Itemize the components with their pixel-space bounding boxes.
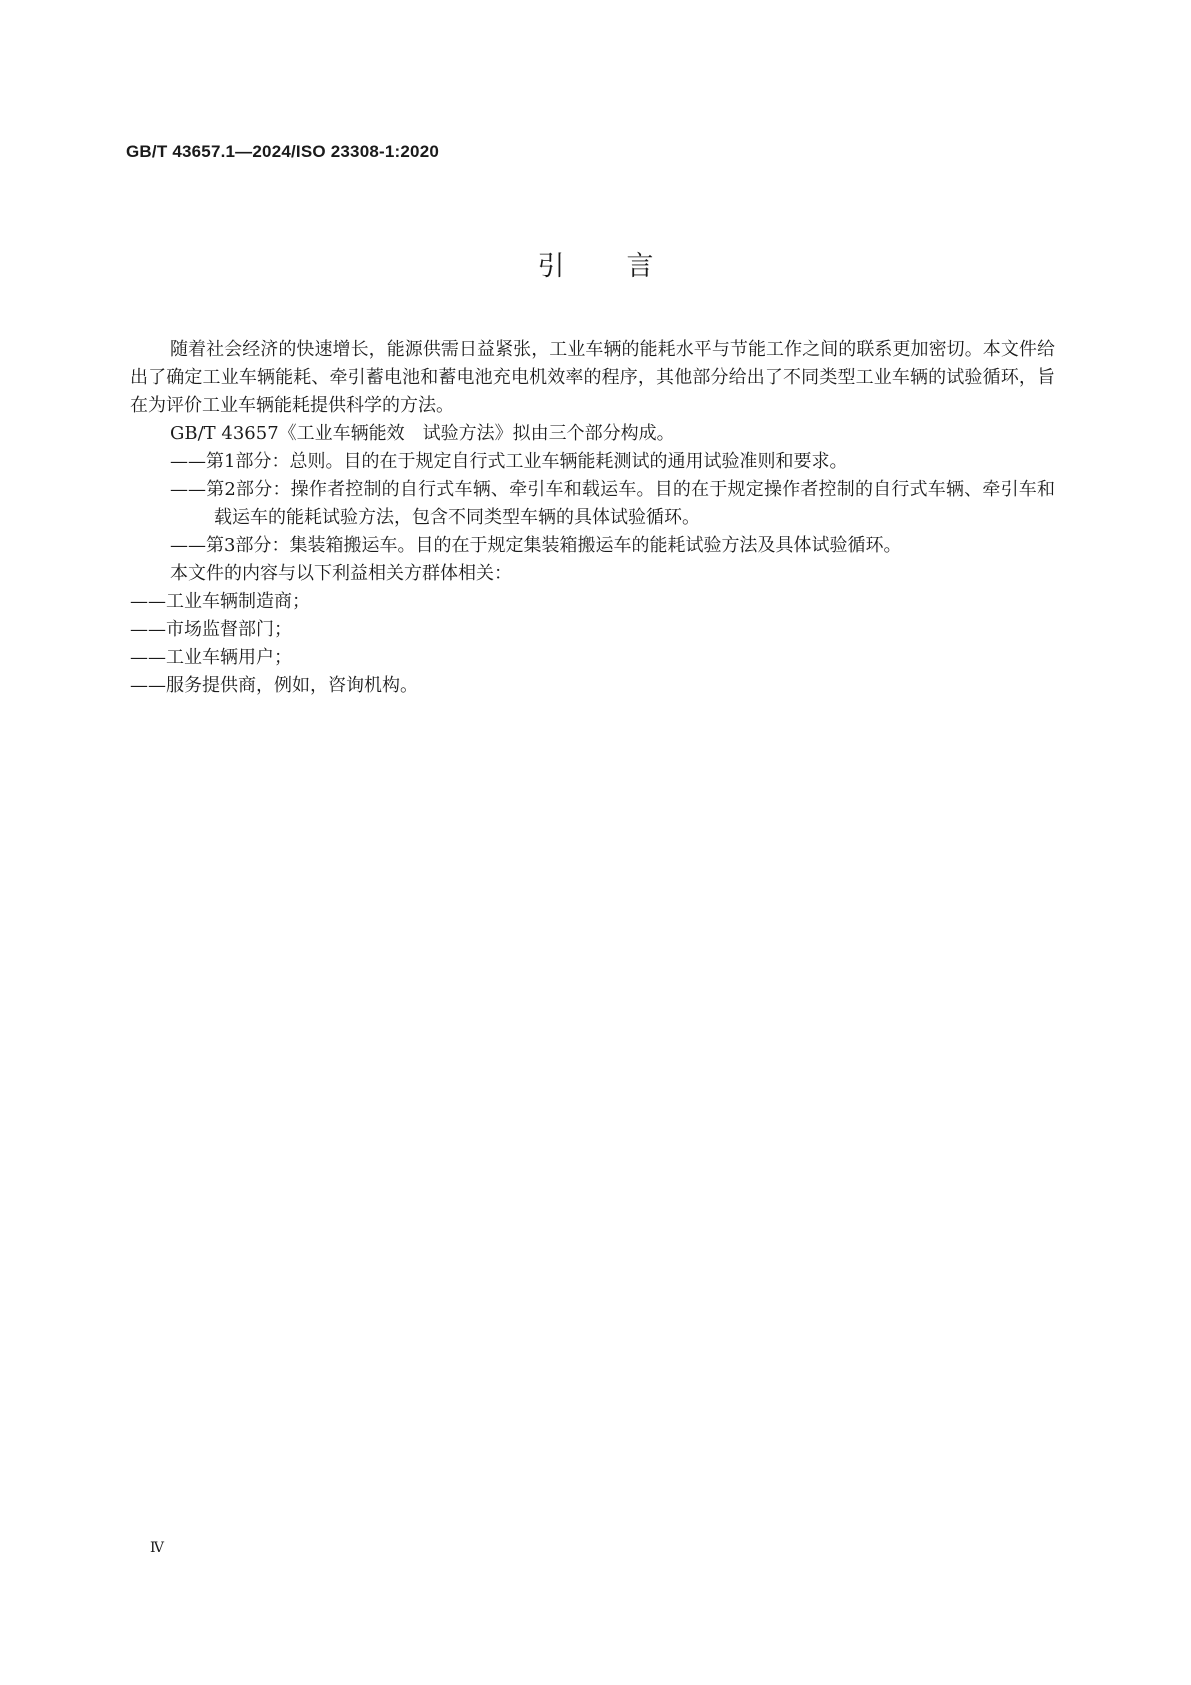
part-item: ——第3部分：集装箱搬运车。目的在于规定集装箱搬运车的能耗试验方法及具体试验循环。: [170, 535, 902, 556]
stakeholder-item: ——市场监督部门；: [130, 619, 292, 640]
stakeholders-intro: 本文件的内容与以下利益相关方群体相关：: [170, 563, 512, 584]
intro-paragraph: 随着社会经济的快速增长，能源供需日益紧张，工业车辆的能耗水平与节能工作之间的联系更加密切。本文件给出了确定工业车辆能耗、牵引蓄电池和蓄电池充电机效率的程序，其他部分给出了不同类型工业车辆的试验循环，旨在为评价工业车辆能耗提供科学的方法。: [130, 339, 1055, 416]
stakeholder-item: ——工业车辆用户；: [130, 647, 292, 668]
page-title: 引言: [537, 251, 716, 282]
introduction-body: [130, 336, 1055, 700]
part-item: ——第2部分：操作者控制的自行式车辆、牵引车和载运车。目的在于规定操作者控制的自行式车辆、牵引车和载运车的能耗试验方法，包含不同类型车辆的具体试验循环。: [170, 479, 1055, 528]
stakeholder-item: ——工业车辆制造商；: [130, 591, 310, 612]
stakeholder-item: ——服务提供商，例如，咨询机构。: [130, 675, 418, 696]
structure-paragraph: GB/T 43657《工业车辆能效 试验方法》拟由三个部分构成。: [170, 423, 675, 444]
document-code: GB/T 43657.1—2024/ISO 23308-1:2020: [126, 142, 439, 161]
page-number: Ⅳ: [150, 1540, 164, 1556]
part-item: ——第1部分：总则。目的在于规定自行式工业车辆能耗测试的通用试验准则和要求。: [170, 451, 848, 472]
